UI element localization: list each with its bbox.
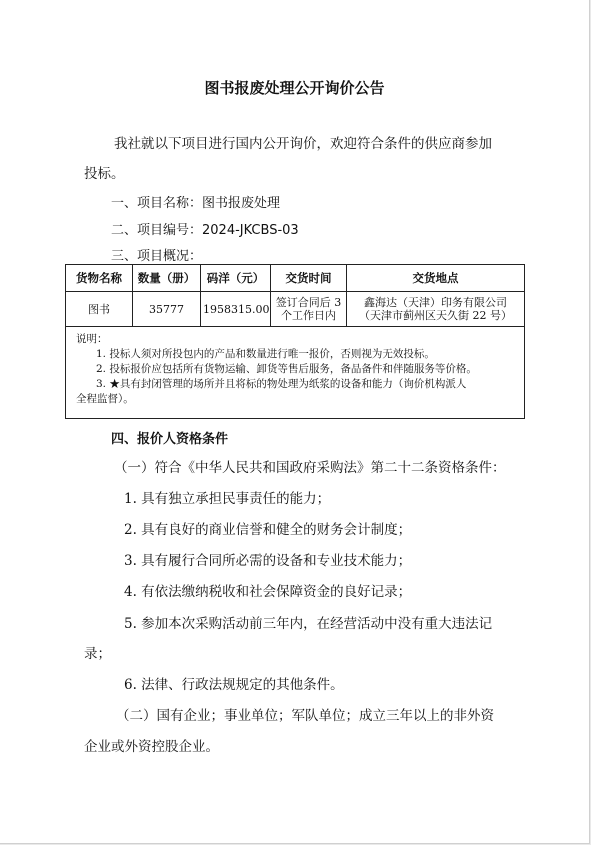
- delivery-place-line2: （天津市蓟州区天久街 22 号）: [359, 309, 512, 322]
- section-qualifications: 四、报价人资格条件: [111, 432, 229, 447]
- header-delivery-time: 交货时间: [271, 265, 347, 292]
- cell-goods-name: 图书: [66, 292, 133, 327]
- intro-paragraph-line1: 我社就以下项目进行国内公开询价，欢迎符合条件的供应商参加: [114, 136, 492, 152]
- qualification-second-line1: （二）国有企业；事业单位；军队单位；成立三年以上的非外资: [116, 708, 494, 724]
- note-item-2: 2. 投标报价应包括所有货物运输、卸货等售后服务，备品备件和伴随服务等价格。: [96, 363, 477, 375]
- header-value: 码洋（元）: [201, 265, 271, 292]
- section-project-number: 二、项目编号：2024-JKCBS-03: [111, 223, 299, 238]
- cell-quantity: 35777: [133, 292, 201, 327]
- cell-value: 1958315.00: [201, 292, 271, 327]
- table-row: [66, 292, 525, 327]
- note-item-3-continued: 全程监督）。: [76, 393, 134, 405]
- note-item-1: 1. 投标人须对所投包内的产品和数量进行唯一报价，否则视为无效投标。: [96, 348, 435, 360]
- qualification-item-continued: 录；: [84, 646, 111, 662]
- delivery-place-line1: 鑫海达（天津）印务有限公司: [364, 296, 507, 309]
- cell-notes: [66, 327, 525, 419]
- header-delivery-place: 交货地点: [347, 265, 525, 292]
- table-notes-row: [66, 327, 525, 419]
- delivery-time-line1: 签订合同后 3: [275, 296, 342, 309]
- delivery-time-line2: 个工作日内: [281, 309, 336, 322]
- qualification-item: 1. 具有独立承担民事责任的能力；: [124, 491, 331, 507]
- cell-delivery-time: [271, 292, 347, 327]
- header-quantity: 数量（册）: [133, 265, 201, 292]
- qualification-item: 2. 具有良好的商业信誉和健全的财务会计制度；: [124, 522, 412, 538]
- qualification-second-line2: 企业或外资控股企业。: [84, 739, 219, 755]
- note-item-3: 3. ★具有封闭管理的场所并且将标的物处理为纸浆的设备和能力（询价机构派人: [96, 378, 467, 390]
- qualification-intro: （一）符合《中华人民共和国政府采购法》第二十二条资格条件：: [114, 460, 506, 476]
- section-project-overview: 三、项目概况：: [111, 249, 203, 264]
- qualification-item: 5. 参加本次采购活动前三年内，在经营活动中没有重大违法记: [124, 616, 493, 632]
- notes-label: 说明：: [76, 333, 108, 345]
- document-title: 图书报废处理公开询价公告: [204, 79, 385, 97]
- header-goods-name: 货物名称: [66, 265, 133, 292]
- qualification-item: 3. 具有履行合同所必需的设备和专业技术能力；: [124, 553, 412, 569]
- qualification-item: 6. 法律、行政法规规定的其他条件。: [124, 677, 344, 693]
- qualification-item: 4. 有依法缴纳税收和社会保障资金的良好记录；: [124, 584, 412, 600]
- table-header-row: [66, 265, 525, 292]
- intro-paragraph-line2: 投标。: [84, 166, 125, 182]
- cell-delivery-place: [347, 292, 525, 327]
- goods-table: [65, 264, 525, 419]
- section-project-name: 一、项目名称：图书报废处理: [111, 196, 281, 211]
